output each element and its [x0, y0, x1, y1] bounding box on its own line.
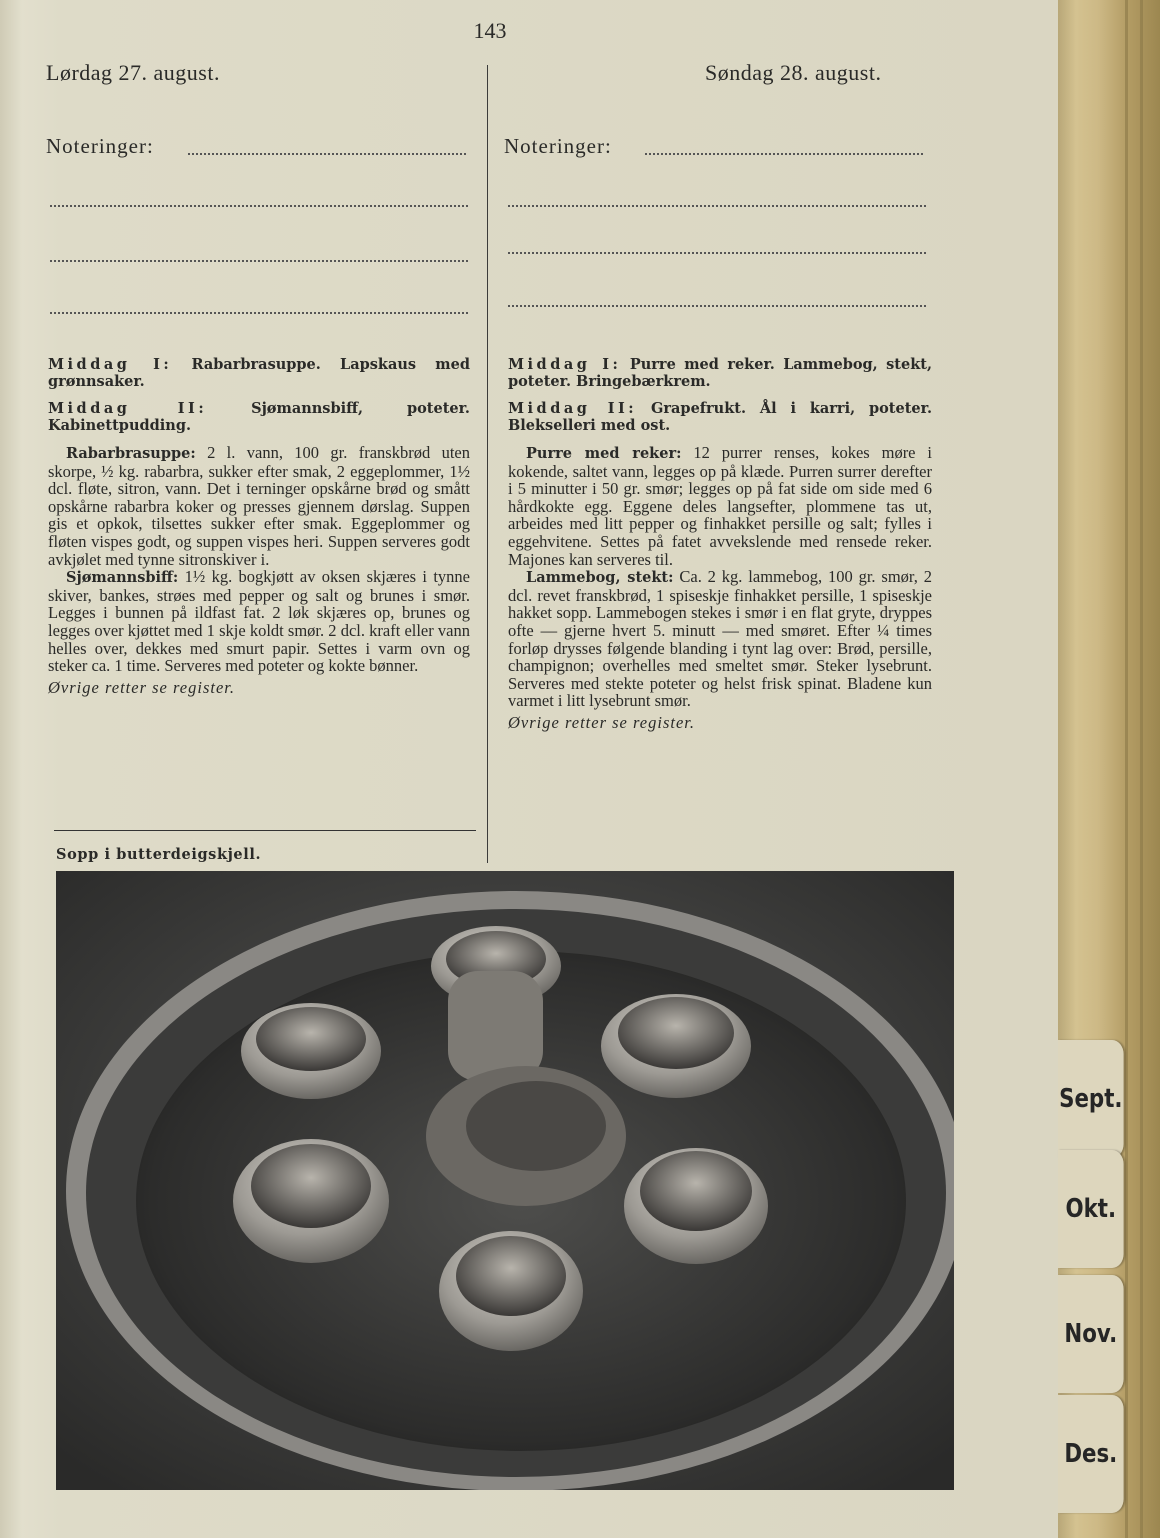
middag-1-left: Middag I: Rabarbrasuppe. Lapskaus med grønnsaker.	[48, 356, 470, 390]
photo-caption: Sopp i butterdeigskjell.	[56, 846, 262, 863]
notes-line	[188, 151, 466, 155]
recipe-rabarbrasuppe: Rabarbrasuppe: 2 l. vann, 100 gr. franskbrød uten skorpe, ½ kg. rabarbra, sukker efter smak, 2 eggeplommer, 1½ dcl. fløte, sitron, vann. Det i terninger opskårne brød og smått opskårne rabarbra koker og presses gjennem dørslag. Suppen gis et opkok, tilsettes sukker efter smak. Eggeplommer og fløten vispes godt, og suppen vispes heri. Suppen serveres godt avkjølet med tynne sitronskiver i.	[48, 443, 470, 569]
middag-1-right: Middag I: Purre med reker. Lammebog, stekt, poteter. Bringebærkrem.	[508, 356, 932, 390]
left-column	[48, 356, 470, 696]
pastry-shell-center	[426, 1066, 626, 1206]
page-edge-line	[1125, 0, 1128, 1538]
notes-line	[50, 203, 468, 207]
notes-label-right: Noteringer:	[504, 134, 612, 158]
right-column	[508, 356, 932, 732]
day-title-saturday: Lørdag 27. august.	[46, 60, 220, 85]
pastry-shell	[241, 1003, 381, 1099]
tab-des[interactable]: Des.	[1058, 1395, 1124, 1513]
middag-2-right: Middag II: Grapefrukt. Ål i karri, poteter. Blekselleri med ost.	[508, 400, 932, 434]
notes-line	[508, 303, 926, 307]
footer-note-right: Øvrige retter se register.	[508, 712, 695, 732]
recipe-purre-med-reker: Purre med reker: 12 purrer renses, kokes møre i kokende, saltet vann, legges op på klæde. Purren surrer derefter i 5 minutter i 50 gr. smør; legges op på fat side om side med 6 hårdkokte egg. Eggene deles langsefter, plommene tas ut, arbeides med litt pepper og finhakket persille og salt; fylles i eggehvitene. Settes på fatet avvekslende med rensede reker. Majones kan serveres til.	[508, 443, 932, 569]
caption-rule	[54, 830, 476, 831]
recipe-sjomannsbiff: Sjømannsbiff: 1½ kg. bogkjøtt av oksen skjæres i tynne skiver, bankes, strøes med pepper og salt og brunes i smør. Legges i bunnen på ildfast fat. 2 løk skjæres op, brunes og legges over kjøttet med 1 skje koldt smør. 2 dcl. kraft eller vann helles over, dekkes med smurt papir. Settes i varm ovn og steker ca. 1 time. Serveres med poteter og kokte bønner.	[48, 567, 470, 676]
notes-line	[645, 151, 923, 155]
pastry-shell	[624, 1148, 768, 1264]
notes-line	[50, 310, 468, 314]
page-number: 143	[473, 18, 507, 43]
footer-note-left: Øvrige retter se register.	[48, 677, 235, 697]
notes-line	[508, 250, 926, 254]
pastry-shell	[431, 926, 561, 1081]
page-edge-line	[1140, 0, 1143, 1538]
tab-sept[interactable]: Sept.	[1058, 1040, 1124, 1158]
notes-line	[508, 203, 926, 207]
tab-okt[interactable]: Okt.	[1058, 1150, 1124, 1268]
recipe-lammebog: Lammebog, stekt: Ca. 2 kg. lammebog, 100 gr. smør, 2 dcl. revet franskbrød, 1 spiseskje finhakket persille, 1 spiseskje hakket sopp. Lammebogen stekes i smør i en flat gryte, dryppes ofte — gjerne hvert 5. minutt — med smøret. Efter ¼ times forløp drysses følgende blanding i tynt lag over: Brød, persille, champignon; overhelles med smeltet smør. Steker lysebrunt. Serveres med stekte poteter og helst frisk spinat. Bladene kun varmet i litt lysebrunt smør.	[508, 567, 932, 711]
food-photo	[56, 871, 954, 1490]
notes-line	[50, 258, 468, 262]
tab-nov[interactable]: Nov.	[1058, 1275, 1124, 1393]
pastry-shell	[601, 994, 751, 1098]
notes-label-left: Noteringer:	[46, 134, 154, 158]
middag-2-left: Middag II: Sjømannsbiff, poteter. Kabinettpudding.	[48, 400, 470, 434]
day-title-sunday: Søndag 28. august.	[705, 60, 882, 85]
pastry-shell	[439, 1231, 583, 1351]
column-divider	[487, 65, 488, 863]
pastry-shell	[233, 1139, 389, 1263]
